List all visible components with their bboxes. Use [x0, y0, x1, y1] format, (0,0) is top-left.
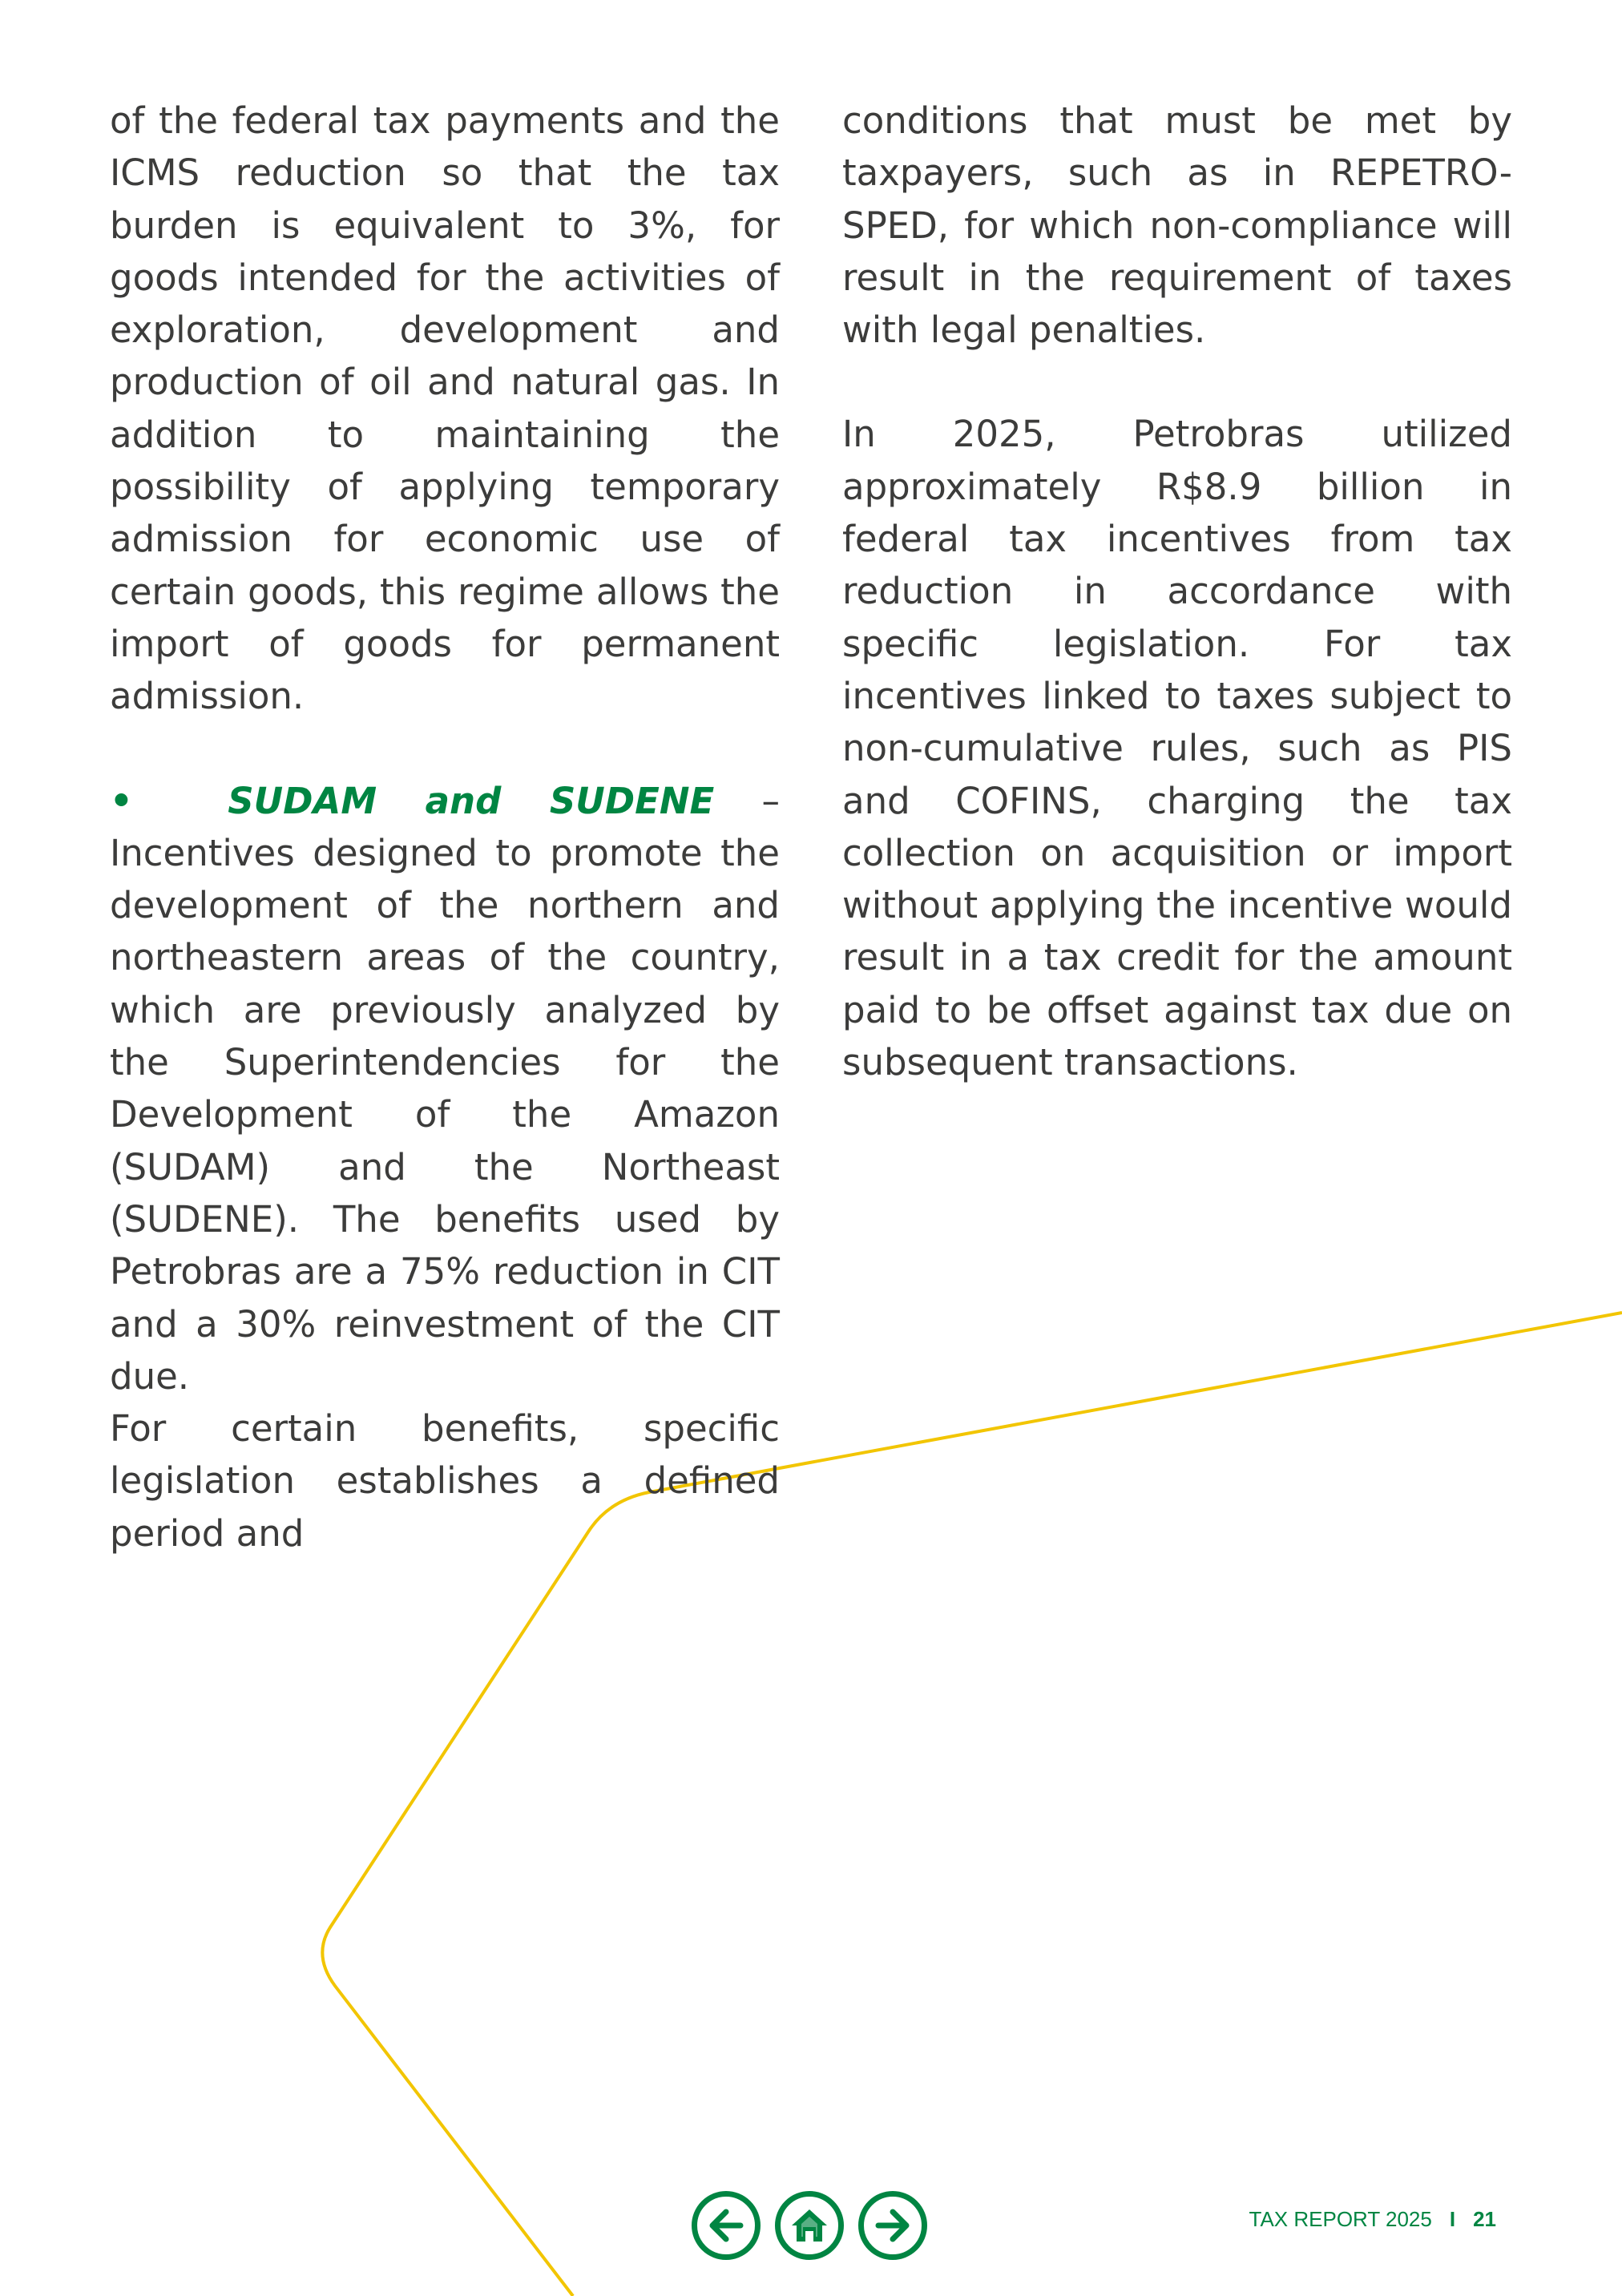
- paragraph-repetro-continuation: of the federal tax payments and the ICMS reduction so that the tax burden is equivalent to 3%, for goods intended for the activities of exploration, development and production of oil and natural gas. In addition to maintaining the possibility of applying temporary admission for economic use of certain goods, this regime allows the import of goods for permanent admission.: [110, 99, 780, 718]
- home-button[interactable]: [775, 2191, 844, 2260]
- previous-page-button[interactable]: [692, 2191, 761, 2260]
- next-page-button[interactable]: [858, 2191, 927, 2260]
- page-number: 21: [1473, 2207, 1496, 2231]
- home-icon: [787, 2203, 832, 2248]
- page-footer: [1249, 2207, 1496, 2232]
- sudam-sudene-heading: SUDAM and SUDENE: [228, 779, 715, 822]
- arrow-right-icon: [870, 2203, 915, 2248]
- bullet-marker: •: [110, 779, 133, 822]
- sudam-sudene-text: – Incentives designed to promote the development of the northern and northeastern areas of the country, which are previously analyzed by the Superintendencies for the Development of the Amazon (SUDAM) and the Northeast (SUDENE). The benefits used by Petrobras are a 75% reduction in CIT and a 30% reinvestment of the CIT due.: [110, 779, 781, 1398]
- arrow-left-icon: [704, 2203, 748, 2248]
- paragraph-specific-legislation: For certain benefits, specific legislation establishes a defined period and: [110, 1407, 780, 1555]
- page-navigation: [692, 2191, 927, 2260]
- paragraph-conditions: conditions that must be met by taxpayers, such as in REPETRO-SPED, for which non-compliance will result in the requirement of taxes with legal penalties.: [842, 99, 1512, 352]
- paragraph-sudam-sudene: [110, 775, 780, 1403]
- report-title: TAX REPORT 2025: [1249, 2207, 1432, 2231]
- right-column: [842, 95, 1512, 1088]
- left-column: [110, 95, 780, 1560]
- footer-separator: I: [1449, 2207, 1456, 2231]
- paragraph-federal-incentives-2025: In 2025, Petrobras utilized approximately R$8.9 billion in federal tax incentives from tax reduction in accordance with specific legislation. For tax incentives linked to taxes subject to non-cumulative rules, such as PIS and COFINS, charging the tax collection on acquisition or import without applying the incentive would result in a tax credit for the amount paid to be offset against tax due on subsequent transactions.: [842, 413, 1512, 1084]
